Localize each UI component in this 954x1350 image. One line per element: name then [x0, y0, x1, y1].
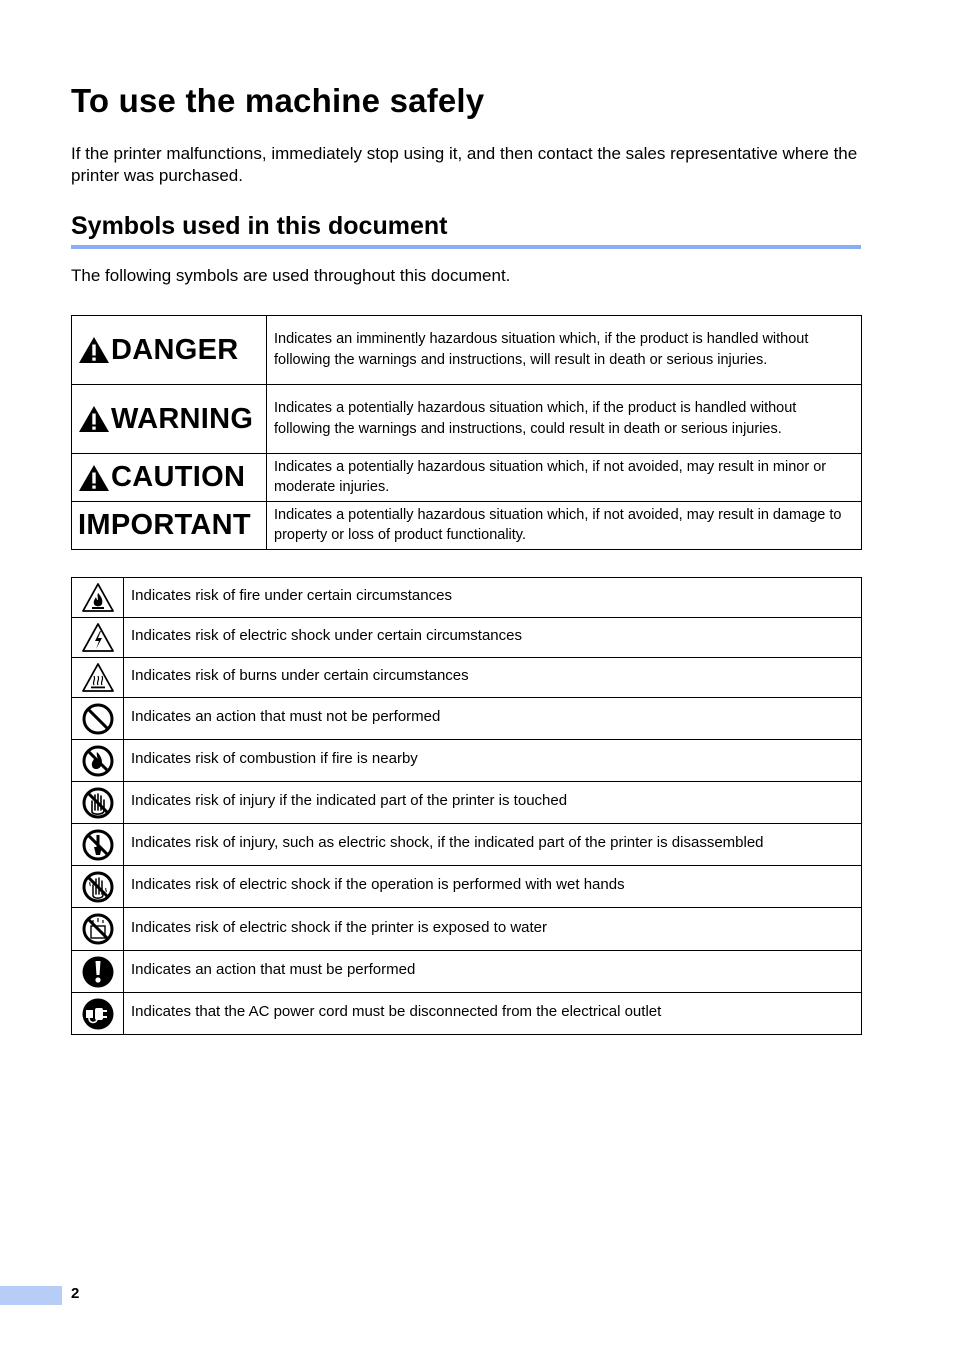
no-touch-icon: [81, 786, 115, 820]
symbol-row: [72, 951, 862, 993]
symbol-description: Indicates risk of burns under certain circumstances: [124, 658, 862, 698]
symbol-description: Indicates an action that must not be performed: [124, 698, 862, 740]
footer-tab-bar: [0, 1286, 62, 1305]
symbol-table: [71, 577, 862, 1035]
symbol-description: Indicates risk of fire under certain circumstances: [124, 578, 862, 618]
signal-row-warning: [72, 385, 862, 454]
prohibited-icon: [81, 702, 115, 736]
no-water-icon: [81, 912, 115, 946]
symbol-description: Indicates risk of electric shock if the printer is exposed to water: [124, 908, 862, 951]
section-heading: Symbols used in this document: [71, 212, 861, 249]
signal-word-warning: WARNING: [111, 402, 254, 435]
symbol-row: [72, 866, 862, 908]
no-fire-icon: [81, 744, 115, 778]
symbol-row: [72, 824, 862, 866]
signal-row-danger: [72, 316, 862, 385]
signal-row-caution: [72, 454, 862, 502]
symbol-description: Indicates that the AC power cord must be disconnected from the electrical outlet: [124, 993, 862, 1035]
page-title: To use the machine safely: [71, 82, 485, 119]
symbol-row: [72, 908, 862, 951]
signal-word-important: IMPORTANT: [78, 509, 251, 541]
signal-description: Indicates a potentially hazardous situation which, if the product is handled without following the warnings and instructions, could result in death or serious injuries.: [267, 385, 862, 454]
fire-hazard-icon: [81, 582, 115, 614]
no-disassembly-icon: [81, 828, 115, 862]
symbol-description: Indicates risk of injury, such as electric shock, if the indicated part of the printer is disassembled: [124, 824, 862, 866]
symbol-description: Indicates an action that must be performed: [124, 951, 862, 993]
symbol-description: Indicates risk of electric shock if the operation is performed with wet hands: [124, 866, 862, 908]
electric-shock-icon: [81, 622, 115, 654]
signal-row-important: [72, 502, 862, 550]
signal-description: Indicates a potentially hazardous situation which, if not avoided, may result in minor or moderate injuries.: [267, 454, 862, 502]
symbol-row: [72, 993, 862, 1035]
symbol-row: [72, 782, 862, 824]
hot-surface-icon: [81, 662, 115, 694]
signal-description: Indicates an imminently hazardous situation which, if the product is handled without following the warnings and instructions, will result in death or serious injuries.: [267, 316, 862, 385]
symbol-row: [72, 698, 862, 740]
symbol-description: Indicates risk of combustion if fire is nearby: [124, 740, 862, 782]
signal-word-caution: CAUTION: [111, 461, 246, 493]
warning-triangle-icon: [78, 405, 110, 433]
page-number: 2: [71, 1285, 80, 1302]
symbol-row: [72, 658, 862, 698]
warning-triangle-icon: [78, 336, 110, 364]
section-intro: The following symbols are used throughout this document.: [71, 266, 511, 285]
unplug-icon: [81, 997, 115, 1031]
symbol-row: [72, 740, 862, 782]
symbol-row: [72, 618, 862, 658]
symbol-row: [72, 578, 862, 618]
mandatory-action-icon: [81, 955, 115, 989]
signal-description: Indicates a potentially hazardous situation which, if not avoided, may result in damage to property or loss of product functionality.: [267, 502, 862, 550]
signal-word-table: [71, 315, 862, 550]
symbol-description: Indicates risk of injury if the indicated part of the printer is touched: [124, 782, 862, 824]
warning-triangle-icon: [78, 464, 110, 492]
intro-paragraph: If the printer malfunctions, immediately stop using it, and then contact the sales representative where the printer was purchased.: [71, 144, 858, 185]
no-wet-hands-icon: [81, 870, 115, 904]
signal-word-danger: DANGER: [111, 333, 239, 366]
symbol-description: Indicates risk of electric shock under certain circumstances: [124, 618, 862, 658]
